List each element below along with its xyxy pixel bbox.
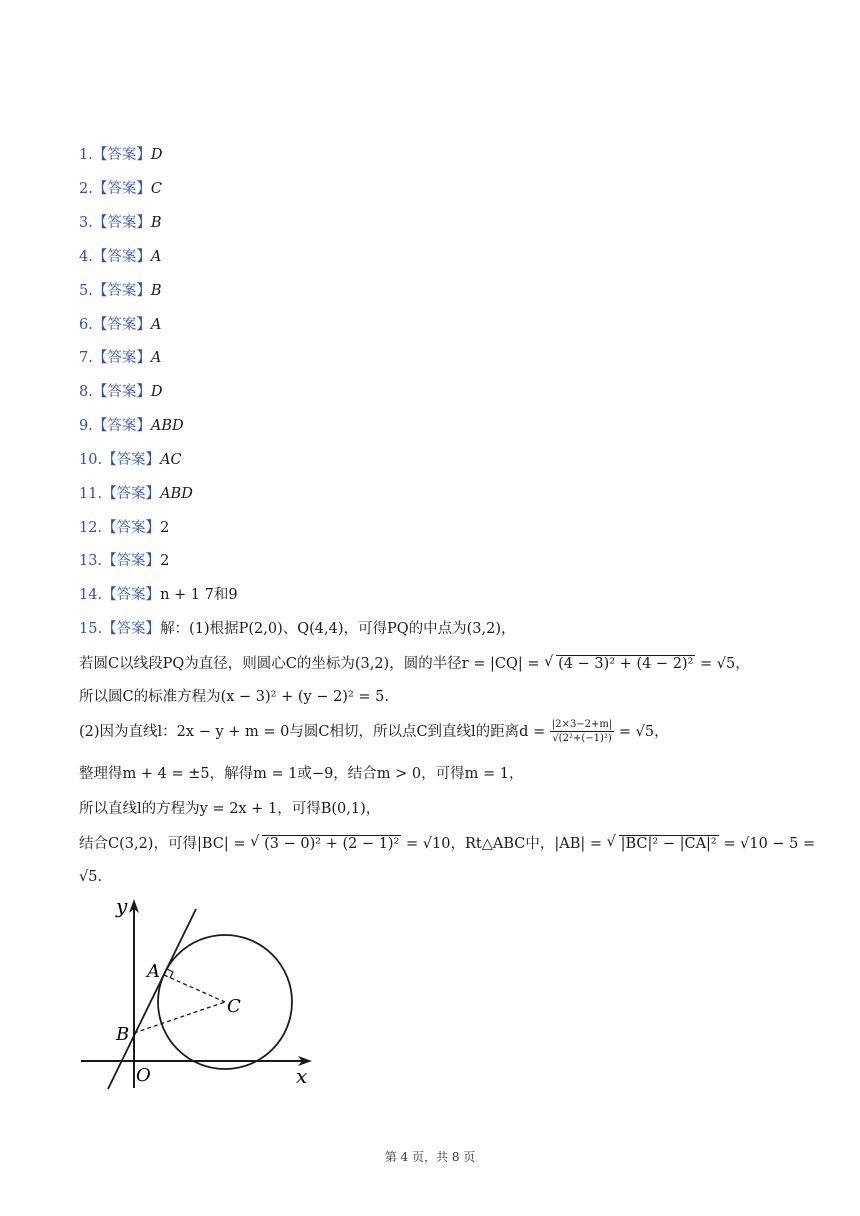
answer-tag: 【答案】: [102, 621, 161, 637]
answer-value: 2: [160, 553, 170, 569]
answer-item: [79, 145, 162, 165]
y-axis-label: y: [116, 894, 128, 918]
answer-tag: 【答案】: [102, 452, 161, 468]
answer-value: D: [150, 147, 163, 163]
q15-text: 所以圆C的标准方程为(x − 3)² + (y − 2)² = 5.: [79, 689, 389, 705]
answer-item: [79, 416, 184, 436]
answer-item: [79, 551, 169, 571]
q15-text: 结合C(3,2)，可得|BC| =: [79, 836, 251, 852]
answer-item: [79, 247, 161, 267]
answer-item: [79, 281, 162, 301]
answer-tag: 【答案】: [92, 350, 151, 366]
answer-number: 11.: [79, 486, 103, 502]
q15-text: (2)因为直线l：2x − y + m = 0与圆C相切，所以点C到直线l的距离d =: [79, 724, 550, 740]
answer-tag: 【答案】: [102, 587, 161, 603]
answer-value: B: [150, 215, 162, 231]
answer-tag: 【答案】: [92, 215, 151, 231]
answer-number: 7.: [79, 350, 93, 366]
answer-value: B: [150, 283, 162, 299]
answer-item: [79, 382, 162, 402]
answer-number: 3.: [79, 215, 93, 231]
x-axis-label: x: [296, 1064, 308, 1088]
sqrt-expression: [544, 654, 695, 674]
answer-item: [79, 315, 161, 335]
answer-value: A: [150, 317, 162, 333]
q15-text: = √10，Rt△ABC中，|AB| =: [401, 836, 607, 852]
answer-value: A: [150, 249, 162, 265]
sqrt-radicand: |BC|² − |CA|²: [620, 836, 717, 852]
answer-tag: 【答案】: [92, 283, 151, 299]
q15-line-4: [79, 718, 669, 746]
answer-number: 5.: [79, 283, 93, 299]
answer-number: 15.: [79, 621, 103, 637]
answer-value: ABD: [160, 486, 193, 502]
answer-value: C: [150, 181, 162, 197]
answer-tag: 【答案】: [102, 520, 161, 536]
q15-line-7: [79, 834, 815, 854]
q15-line-8: [79, 867, 102, 887]
answer-value: ABD: [150, 418, 184, 434]
q15-line-3: [79, 687, 389, 707]
answer-number: 12.: [79, 520, 103, 536]
q15-line-1: [79, 619, 516, 639]
q15-line-5: [79, 764, 524, 784]
answer-number: 4.: [79, 249, 93, 265]
q15-text: 解：(1)根据P(2,0)、Q(4,4)，可得PQ的中点为(3,2)，: [160, 621, 516, 637]
answer-tag: 【答案】: [92, 317, 151, 333]
answer-tag: 【答案】: [102, 486, 161, 502]
point-c-label: C: [227, 996, 241, 1017]
q15-line-6: [79, 799, 380, 819]
answer-tag: 【答案】: [92, 249, 151, 265]
fraction-denominator: √(2²+(−1)²): [552, 733, 612, 744]
point-a-label: A: [147, 961, 160, 982]
sqrt-expression: [607, 834, 719, 854]
answer-tag: 【答案】: [102, 553, 161, 569]
answer-item: [79, 518, 169, 538]
sqrt-radicand: (4 − 3)² + (4 − 2)²: [558, 656, 694, 672]
answer-item: [79, 213, 162, 233]
answer-item: [79, 450, 182, 470]
answer-number: 6.: [79, 317, 93, 333]
q15-text: = √10 − 5 =: [718, 836, 816, 852]
answer-value: A: [150, 350, 162, 366]
distance-fraction: [550, 719, 614, 745]
right-angle-mark: [167, 969, 173, 978]
answer-tag: 【答案】: [92, 147, 151, 163]
page-footer: 第 4 页，共 8 页: [384, 1150, 476, 1164]
answer-item: [79, 484, 193, 504]
answer-tag: 【答案】: [92, 181, 151, 197]
answer-number: 8.: [79, 384, 93, 400]
fraction-numerator: |2×3−2+m|: [551, 719, 613, 730]
q15-text: 若圆C以线段PQ为直径，则圆心C的坐标为(3,2)，圆的半径r = |CQ| =: [79, 656, 545, 672]
answer-number: 10.: [79, 452, 103, 468]
q15-text: 所以直线l的方程为y = 2x + 1，可得B(0,1)，: [79, 801, 381, 817]
answer-tag: 【答案】: [92, 384, 151, 400]
q15-text: = √5，: [614, 724, 669, 740]
answer-number: 9.: [79, 418, 93, 434]
answer-value: D: [150, 384, 163, 400]
q15-text: = √5，: [695, 656, 750, 672]
answer-tag: 【答案】: [92, 418, 151, 434]
point-b-label: B: [116, 1024, 130, 1045]
answer-value: 2: [160, 520, 170, 536]
origin-label: O: [136, 1065, 151, 1086]
q15-line-2: [79, 654, 750, 674]
dashed-segment-ca: [164, 975, 225, 1002]
circle-tangent-figure: [78, 893, 328, 1093]
answer-value: AC: [160, 452, 182, 468]
answer-item: [79, 585, 238, 605]
answer-number: 1.: [79, 147, 93, 163]
answer-item: [79, 179, 162, 199]
q15-text: √5.: [79, 869, 103, 885]
q15-text: 整理得m + 4 = ±5，解得m = 1或−9，结合m > 0，可得m = 1，: [79, 766, 524, 782]
answer-number: 14.: [79, 587, 103, 603]
answer-value: n + 1 7和9: [160, 587, 238, 603]
answer-number: 2.: [79, 181, 93, 197]
answer-number: 13.: [79, 553, 103, 569]
answer-item: [79, 348, 161, 368]
sqrt-radicand: (3 − 0)² + (2 − 1)²: [264, 836, 400, 852]
sqrt-expression: [250, 834, 401, 854]
